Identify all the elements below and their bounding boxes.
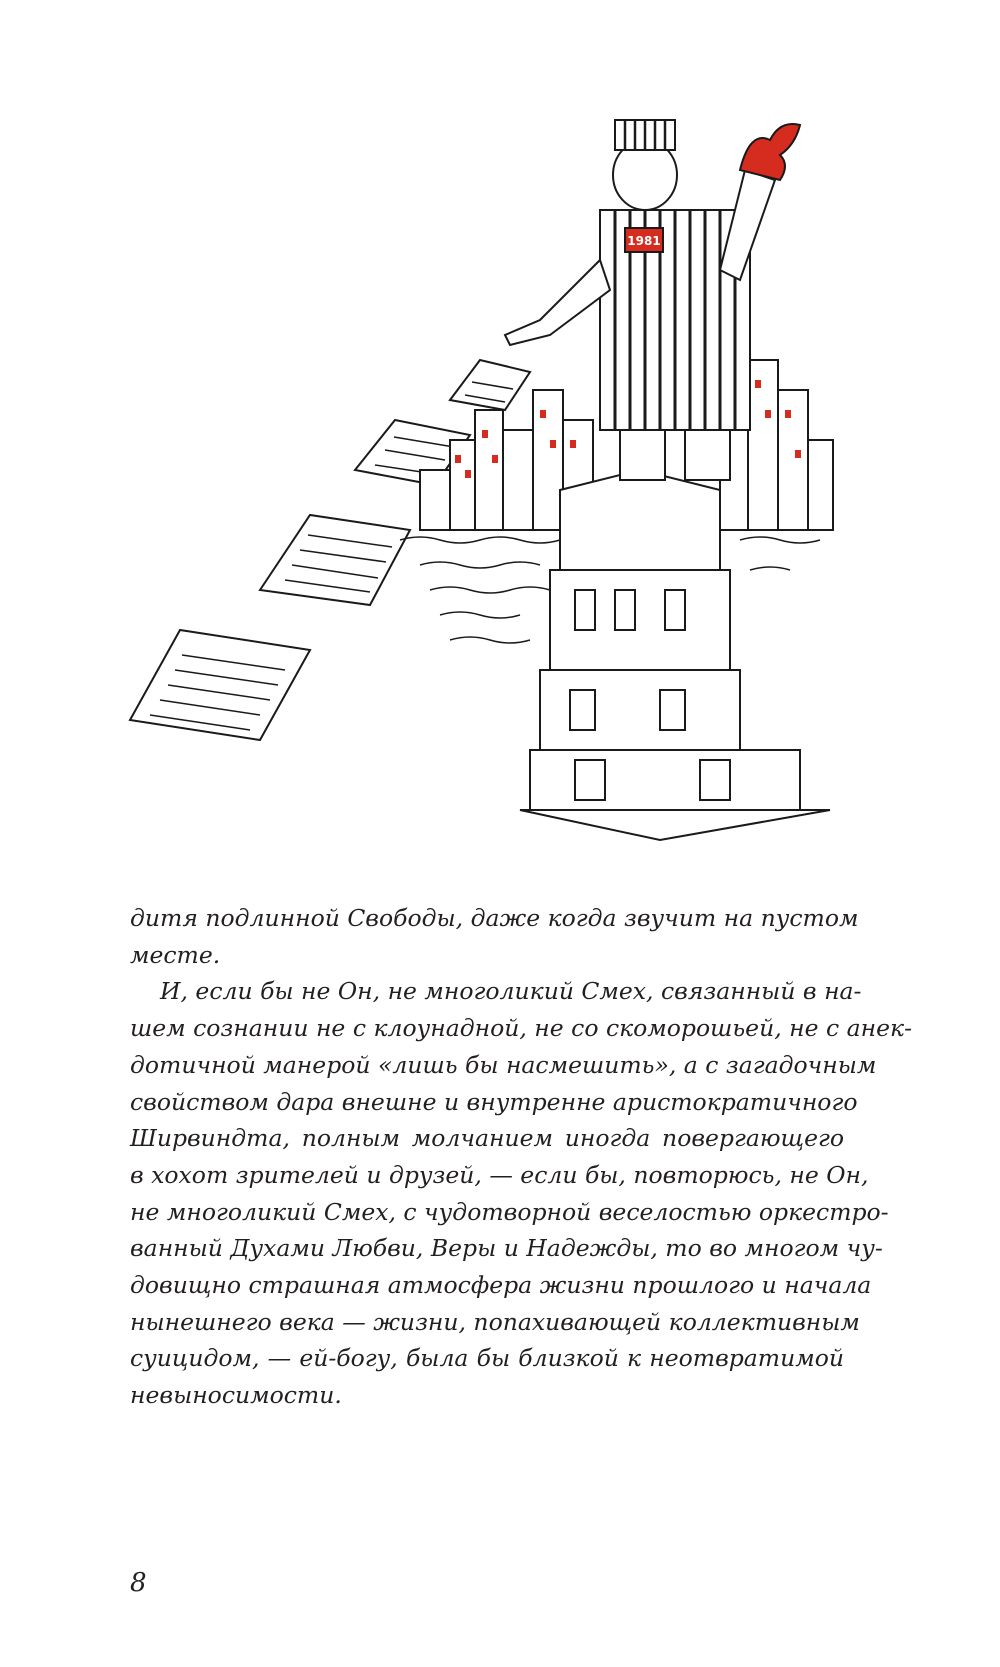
text-line: дотичной манерой «лишь бы насмешить», а с загадочным [130,1050,877,1079]
statue-of-liberty-illustration [120,110,850,850]
page-number: 8 [130,1568,147,1598]
body-text [130,900,913,1414]
text-line: нынешнего века — жизни, попахивающей коллективным [130,1307,860,1336]
text-line: дитя подлинной Свободы, даже когда звучит на пустом [130,904,859,932]
paragraph-2 [130,973,913,1413]
text-line: И, если бы не Он, не многоликий Смех, связанный в на- [160,977,862,1006]
text-line: ванный Духами Любви, Веры и Надежды, то во многом чу- [130,1234,883,1263]
text-line: суицидом, — ей-богу, была бы близкой к неотвратимой [130,1344,844,1373]
text-line: не многоликий Смех, с чудотворной веселостью оркестро- [130,1197,889,1226]
text-line: свойством дара внешне и внутренне аристократичного [130,1087,858,1116]
text-line: месте. [130,940,221,969]
text-line: довищно страшная атмосфера жизни прошлого и начала [130,1271,872,1300]
text-line: Ширвиндта, полным молчанием иногда повергающего [130,1124,844,1153]
paragraph-1 [130,900,859,973]
flying-papers [130,360,530,740]
illustration-drawing [120,110,850,850]
badge-text: 1981 [627,234,661,248]
text-line: в хохот зрителей и друзей, — если бы, повторюсь, не Он, [130,1160,869,1189]
text-line: шем сознании не с клоунадной, не со скоморошьей, не с анек- [130,1014,913,1043]
text-line: невыносимости. [130,1381,342,1410]
